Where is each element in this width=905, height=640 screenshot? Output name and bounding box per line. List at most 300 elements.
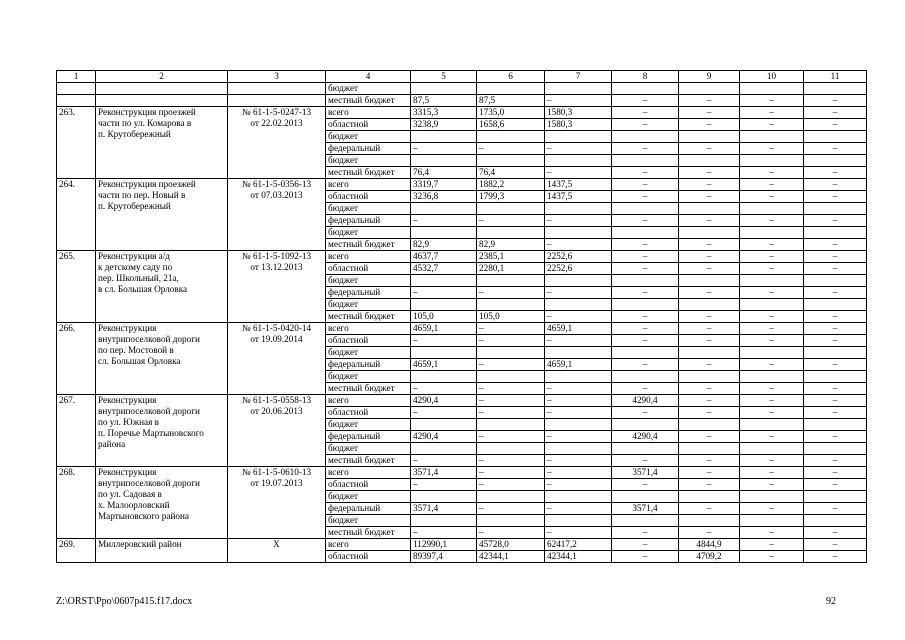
- value-cell: –: [740, 143, 804, 155]
- value-cell: –: [612, 179, 679, 191]
- value-cell: [612, 371, 679, 383]
- value-cell: [477, 83, 545, 95]
- value-cell: 4709,2: [679, 551, 740, 563]
- object-name-line: по ул. Садовая в: [98, 489, 162, 499]
- value-cell: –: [679, 215, 740, 227]
- value-cell: –: [804, 527, 867, 539]
- value-cell: –: [612, 551, 679, 563]
- value-cell: –: [679, 107, 740, 119]
- funding-source-cell: бюджет: [326, 83, 411, 95]
- object-name-line: п. Крутобережный: [98, 201, 171, 211]
- value-cell: –: [411, 287, 477, 299]
- value-cell: [477, 203, 545, 215]
- value-cell: –: [477, 527, 545, 539]
- funding-source-cell: местный бюджет: [326, 167, 411, 179]
- object-name-cell: [96, 467, 228, 539]
- funding-source-cell: бюджет: [326, 227, 411, 239]
- value-cell: –: [804, 395, 867, 407]
- value-cell: –: [679, 431, 740, 443]
- value-cell: [679, 299, 740, 311]
- value-cell: –: [411, 407, 477, 419]
- value-cell: –: [679, 395, 740, 407]
- value-cell: 3238,9: [411, 119, 477, 131]
- value-cell: [545, 203, 612, 215]
- object-name-line: в сл. Большая Орловка: [98, 284, 188, 294]
- object-name-line: района: [98, 439, 126, 449]
- value-cell: –: [545, 407, 612, 419]
- value-cell: [679, 155, 740, 167]
- value-cell: –: [411, 383, 477, 395]
- document-cell: [228, 395, 326, 467]
- value-cell: –: [477, 467, 545, 479]
- value-cell: 87,5: [477, 95, 545, 107]
- value-cell: 3315,3: [411, 107, 477, 119]
- value-cell: [545, 371, 612, 383]
- column-number: 9: [679, 71, 740, 83]
- value-cell: [679, 515, 740, 527]
- value-cell: –: [477, 143, 545, 155]
- value-cell: –: [411, 479, 477, 491]
- document-path: Z:\ORST\Ppo\0607p415.f17.docx: [56, 596, 193, 607]
- value-cell: –: [679, 503, 740, 515]
- value-cell: 82,9: [477, 239, 545, 251]
- value-cell: –: [679, 407, 740, 419]
- value-cell: –: [612, 263, 679, 275]
- value-cell: –: [804, 311, 867, 323]
- value-cell: [804, 443, 867, 455]
- funding-source-cell: местный бюджет: [326, 95, 411, 107]
- value-cell: –: [411, 455, 477, 467]
- value-cell: 1799,3: [477, 191, 545, 203]
- value-cell: –: [804, 359, 867, 371]
- value-cell: 3571,4: [411, 503, 477, 515]
- value-cell: 105,0: [411, 311, 477, 323]
- object-name-line: по ул. Южная в: [98, 417, 159, 427]
- value-cell: [477, 347, 545, 359]
- object-name-line: внутрипоселковой дороги: [98, 478, 200, 488]
- value-cell: 62417,2: [545, 539, 612, 551]
- value-cell: –: [679, 143, 740, 155]
- value-cell: 4659,1: [411, 323, 477, 335]
- value-cell: [545, 299, 612, 311]
- value-cell: [612, 155, 679, 167]
- value-cell: [545, 227, 612, 239]
- value-cell: –: [545, 383, 612, 395]
- value-cell: [477, 155, 545, 167]
- value-cell: [545, 515, 612, 527]
- value-cell: –: [740, 467, 804, 479]
- value-cell: 4290,4: [411, 395, 477, 407]
- funding-source-cell: местный бюджет: [326, 455, 411, 467]
- object-name-line: внутрипоселковой дороги: [98, 334, 200, 344]
- value-cell: –: [804, 335, 867, 347]
- value-cell: –: [477, 455, 545, 467]
- value-cell: –: [545, 287, 612, 299]
- document-line: от 20.06.2013: [250, 406, 303, 416]
- table-row: [57, 467, 867, 479]
- object-name-cell: [96, 251, 228, 323]
- column-number: 3: [228, 71, 326, 83]
- object-name-cell: [96, 83, 228, 95]
- value-cell: –: [740, 359, 804, 371]
- funding-source-cell: федеральный: [326, 503, 411, 515]
- document-line: от 07.03.2013: [250, 190, 303, 200]
- value-cell: –: [804, 143, 867, 155]
- value-cell: [477, 299, 545, 311]
- value-cell: [679, 491, 740, 503]
- object-name-line: х. Малоорловский: [98, 500, 170, 510]
- value-cell: [740, 443, 804, 455]
- object-name-line: Реконструкция: [98, 323, 157, 333]
- value-cell: [411, 203, 477, 215]
- value-cell: –: [411, 143, 477, 155]
- value-cell: –: [477, 431, 545, 443]
- row-number-cell: 264.: [57, 179, 96, 251]
- object-name-line: Реконструкция проезжей: [98, 179, 196, 189]
- value-cell: –: [477, 215, 545, 227]
- funding-source-cell: всего: [326, 395, 411, 407]
- value-cell: –: [740, 167, 804, 179]
- value-cell: –: [477, 287, 545, 299]
- value-cell: –: [679, 179, 740, 191]
- value-cell: [804, 203, 867, 215]
- value-cell: 3236,8: [411, 191, 477, 203]
- value-cell: –: [545, 167, 612, 179]
- funding-source-cell: областной: [326, 407, 411, 419]
- value-cell: –: [804, 479, 867, 491]
- funding-source-cell: бюджет: [326, 299, 411, 311]
- value-cell: [477, 515, 545, 527]
- document-line: № 61-1-5-0558-13: [241, 395, 312, 405]
- value-cell: –: [545, 503, 612, 515]
- value-cell: –: [804, 539, 867, 551]
- value-cell: –: [545, 239, 612, 251]
- value-cell: [411, 515, 477, 527]
- object-name-cell: [96, 107, 228, 179]
- value-cell: –: [740, 263, 804, 275]
- value-cell: –: [804, 95, 867, 107]
- value-cell: –: [612, 323, 679, 335]
- value-cell: –: [477, 503, 545, 515]
- value-cell: [612, 203, 679, 215]
- value-cell: [477, 371, 545, 383]
- value-cell: –: [804, 179, 867, 191]
- value-cell: –: [477, 335, 545, 347]
- value-cell: 1580,3: [545, 107, 612, 119]
- value-cell: –: [612, 167, 679, 179]
- value-cell: –: [804, 431, 867, 443]
- funding-source-cell: федеральный: [326, 143, 411, 155]
- value-cell: 42344,1: [477, 551, 545, 563]
- value-cell: 1437,5: [545, 179, 612, 191]
- value-cell: –: [804, 551, 867, 563]
- object-name-cell: [96, 179, 228, 251]
- value-cell: –: [740, 527, 804, 539]
- object-name-line: части по пер. Новый в: [98, 190, 186, 200]
- funding-source-cell: областной: [326, 551, 411, 563]
- table-row: [57, 95, 867, 107]
- value-cell: [612, 131, 679, 143]
- value-cell: –: [740, 215, 804, 227]
- funding-source-cell: бюджет: [326, 491, 411, 503]
- value-cell: –: [612, 251, 679, 263]
- value-cell: –: [545, 143, 612, 155]
- value-cell: –: [477, 395, 545, 407]
- funding-source-cell: всего: [326, 179, 411, 191]
- funding-source-cell: областной: [326, 119, 411, 131]
- value-cell: [679, 371, 740, 383]
- value-cell: –: [804, 323, 867, 335]
- value-cell: [804, 515, 867, 527]
- value-cell: [740, 131, 804, 143]
- table-row: [57, 179, 867, 191]
- value-cell: 87,5: [411, 95, 477, 107]
- value-cell: –: [740, 551, 804, 563]
- value-cell: 1735,0: [477, 107, 545, 119]
- document-line: № 61-1-5-0356-13: [241, 179, 312, 189]
- value-cell: [477, 227, 545, 239]
- funding-source-cell: бюджет: [326, 515, 411, 527]
- value-cell: [612, 227, 679, 239]
- document-line: № 61-1-5-0420-14: [241, 323, 312, 333]
- value-cell: –: [740, 239, 804, 251]
- value-cell: [804, 275, 867, 287]
- value-cell: –: [679, 311, 740, 323]
- value-cell: 4659,1: [545, 323, 612, 335]
- value-cell: –: [740, 191, 804, 203]
- column-number-row: [57, 71, 867, 83]
- funding-source-cell: бюджет: [326, 443, 411, 455]
- value-cell: –: [740, 251, 804, 263]
- value-cell: –: [612, 455, 679, 467]
- value-cell: [545, 443, 612, 455]
- object-name-line: п. Поречье Мартыновского: [98, 428, 204, 438]
- value-cell: –: [740, 287, 804, 299]
- value-cell: –: [804, 383, 867, 395]
- value-cell: –: [804, 215, 867, 227]
- object-name-line: внутрипоселковой дороги: [98, 406, 200, 416]
- value-cell: [679, 443, 740, 455]
- value-cell: [612, 347, 679, 359]
- value-cell: –: [477, 383, 545, 395]
- value-cell: –: [679, 467, 740, 479]
- value-cell: 1882,2: [477, 179, 545, 191]
- value-cell: –: [740, 479, 804, 491]
- value-cell: –: [740, 323, 804, 335]
- value-cell: –: [477, 407, 545, 419]
- funding-source-cell: всего: [326, 467, 411, 479]
- value-cell: –: [804, 251, 867, 263]
- funding-source-cell: всего: [326, 107, 411, 119]
- value-cell: [477, 443, 545, 455]
- funding-source-cell: всего: [326, 251, 411, 263]
- value-cell: [804, 83, 867, 95]
- value-cell: 4290,4: [612, 395, 679, 407]
- value-cell: [679, 419, 740, 431]
- object-name-line: к детскому саду по: [98, 262, 173, 272]
- document-line: № 61-1-5-0610-13: [241, 467, 312, 477]
- column-number: 8: [612, 71, 679, 83]
- value-cell: –: [679, 383, 740, 395]
- value-cell: –: [679, 251, 740, 263]
- value-cell: [411, 299, 477, 311]
- value-cell: –: [612, 479, 679, 491]
- column-number: 7: [545, 71, 612, 83]
- value-cell: –: [545, 527, 612, 539]
- value-cell: [740, 299, 804, 311]
- value-cell: [411, 371, 477, 383]
- value-cell: [740, 515, 804, 527]
- budget-table: [56, 70, 867, 563]
- value-cell: –: [679, 527, 740, 539]
- document-cell: [228, 539, 326, 563]
- value-cell: [411, 155, 477, 167]
- value-cell: [679, 83, 740, 95]
- value-cell: –: [679, 239, 740, 251]
- column-number: 6: [477, 71, 545, 83]
- value-cell: [477, 419, 545, 431]
- value-cell: –: [804, 107, 867, 119]
- value-cell: [545, 275, 612, 287]
- funding-source-cell: федеральный: [326, 287, 411, 299]
- funding-source-cell: бюджет: [326, 275, 411, 287]
- value-cell: –: [545, 431, 612, 443]
- row-number-cell: [57, 83, 96, 95]
- value-cell: [411, 491, 477, 503]
- object-name-line: Реконструкция а/д: [98, 251, 170, 261]
- value-cell: –: [740, 107, 804, 119]
- value-cell: –: [804, 287, 867, 299]
- value-cell: 4659,1: [411, 359, 477, 371]
- value-cell: –: [740, 119, 804, 131]
- value-cell: 3571,4: [612, 503, 679, 515]
- value-cell: –: [804, 455, 867, 467]
- value-cell: [679, 203, 740, 215]
- document-line: № 61-1-5-1092-13: [241, 251, 312, 261]
- value-cell: [411, 227, 477, 239]
- value-cell: [545, 155, 612, 167]
- object-name-line: пер. Школьный, 21а,: [98, 273, 179, 283]
- value-cell: –: [740, 539, 804, 551]
- value-cell: –: [804, 467, 867, 479]
- value-cell: –: [612, 527, 679, 539]
- value-cell: [545, 491, 612, 503]
- value-cell: –: [804, 191, 867, 203]
- funding-source-cell: бюджет: [326, 155, 411, 167]
- funding-source-cell: областной: [326, 191, 411, 203]
- column-number: 10: [740, 71, 804, 83]
- document-cell: [228, 179, 326, 251]
- value-cell: –: [612, 359, 679, 371]
- value-cell: 2385,1: [477, 251, 545, 263]
- value-cell: –: [740, 95, 804, 107]
- value-cell: 76,4: [411, 167, 477, 179]
- document-line: от 19.09.2014: [250, 334, 303, 344]
- value-cell: [477, 275, 545, 287]
- value-cell: 3571,4: [411, 467, 477, 479]
- document-line: от 13.12.2013: [250, 262, 303, 272]
- value-cell: [545, 131, 612, 143]
- object-name-line: п. Крутобережный: [98, 129, 171, 139]
- value-cell: –: [545, 215, 612, 227]
- table-row: [57, 539, 867, 551]
- column-number: 1: [57, 71, 96, 83]
- value-cell: –: [804, 119, 867, 131]
- table-row: [57, 83, 867, 95]
- value-cell: –: [411, 527, 477, 539]
- value-cell: [679, 347, 740, 359]
- value-cell: –: [740, 383, 804, 395]
- value-cell: –: [477, 359, 545, 371]
- document-cell: [228, 467, 326, 539]
- funding-source-cell: всего: [326, 539, 411, 551]
- object-name-line: Реконструкция: [98, 467, 157, 477]
- value-cell: –: [545, 455, 612, 467]
- row-number-cell: 268.: [57, 467, 96, 539]
- value-cell: –: [612, 107, 679, 119]
- value-cell: 2252,6: [545, 263, 612, 275]
- value-cell: [804, 371, 867, 383]
- value-cell: –: [679, 359, 740, 371]
- value-cell: –: [545, 95, 612, 107]
- table-body: [57, 71, 867, 563]
- funding-source-cell: всего: [326, 323, 411, 335]
- value-cell: –: [740, 395, 804, 407]
- value-cell: –: [804, 263, 867, 275]
- value-cell: [804, 155, 867, 167]
- funding-source-cell: федеральный: [326, 431, 411, 443]
- object-name-line: Реконструкция проезжей: [98, 107, 196, 117]
- value-cell: 2280,1: [477, 263, 545, 275]
- value-cell: –: [804, 503, 867, 515]
- funding-source-cell: областной: [326, 479, 411, 491]
- funding-source-cell: бюджет: [326, 203, 411, 215]
- object-name-line: Мартыновского района: [98, 511, 189, 521]
- value-cell: [612, 83, 679, 95]
- table-row: [57, 395, 867, 407]
- value-cell: [411, 131, 477, 143]
- value-cell: 4844,9: [679, 539, 740, 551]
- value-cell: –: [612, 287, 679, 299]
- value-cell: [411, 347, 477, 359]
- value-cell: –: [679, 323, 740, 335]
- value-cell: [740, 227, 804, 239]
- value-cell: [545, 347, 612, 359]
- budget-table-sheet: [56, 70, 840, 563]
- document-line: № 61-1-5-0247-13: [241, 107, 312, 117]
- funding-source-cell: местный бюджет: [326, 383, 411, 395]
- value-cell: 1580,3: [545, 119, 612, 131]
- row-number-cell: 269.: [57, 539, 96, 563]
- table-row: [57, 107, 867, 119]
- value-cell: –: [612, 239, 679, 251]
- row-number-cell: 263.: [57, 107, 96, 179]
- value-cell: –: [612, 311, 679, 323]
- value-cell: –: [612, 539, 679, 551]
- value-cell: [477, 131, 545, 143]
- value-cell: –: [545, 335, 612, 347]
- value-cell: [740, 203, 804, 215]
- value-cell: –: [411, 335, 477, 347]
- funding-source-cell: бюджет: [326, 347, 411, 359]
- value-cell: [411, 419, 477, 431]
- value-cell: –: [740, 431, 804, 443]
- object-name-line: Миллеровский район: [98, 539, 182, 549]
- value-cell: –: [411, 215, 477, 227]
- value-cell: –: [612, 383, 679, 395]
- value-cell: [411, 275, 477, 287]
- column-number: 2: [96, 71, 228, 83]
